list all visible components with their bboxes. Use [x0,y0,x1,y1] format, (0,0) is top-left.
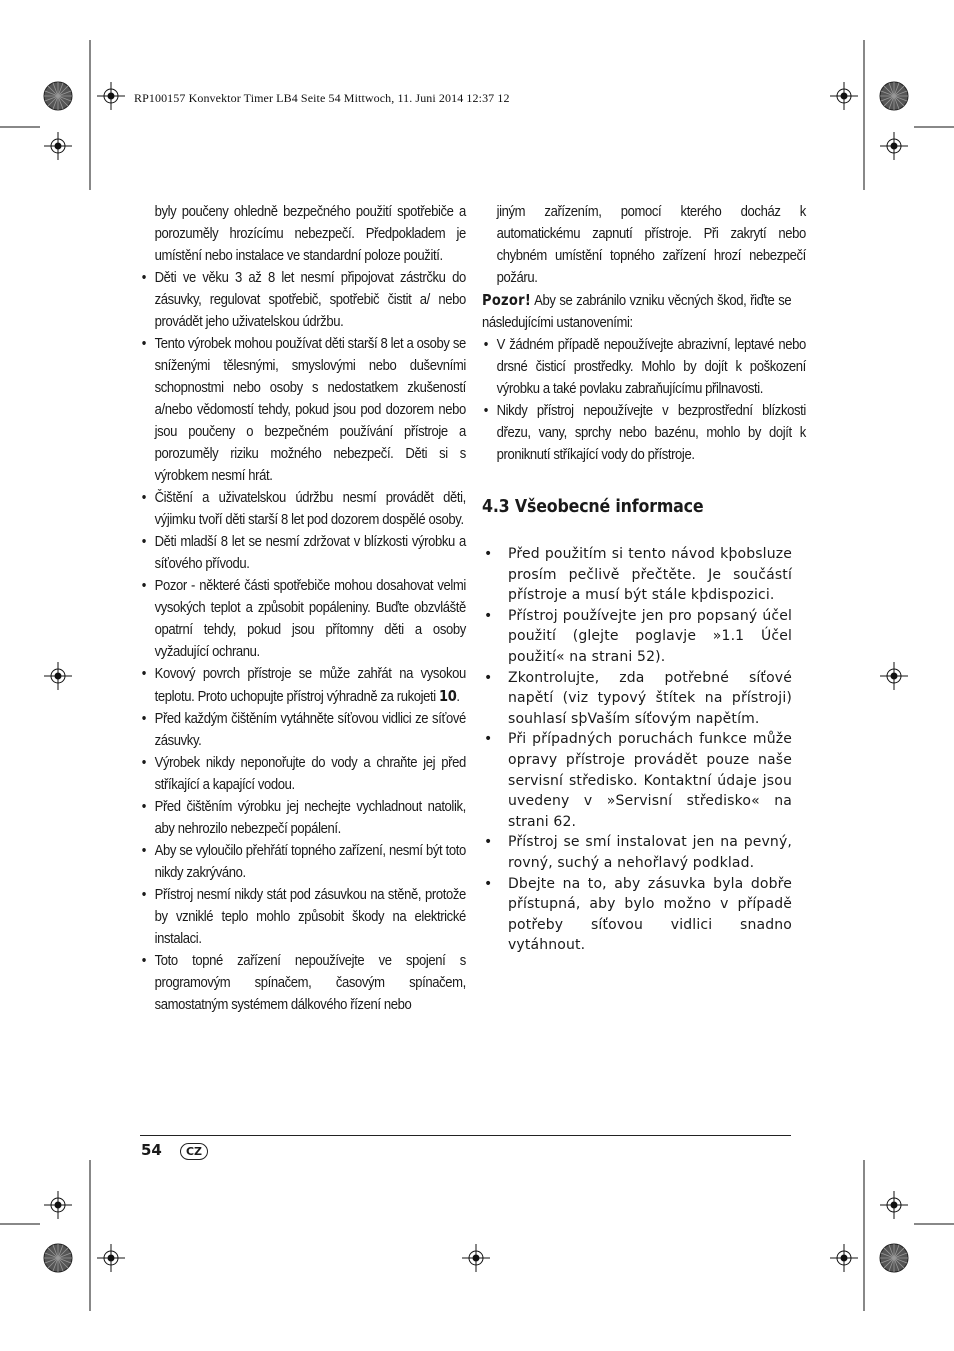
crosshair-icon [830,1244,858,1272]
list-item: • Přístroj se smí instalovat jen na pevný, rovný, suchý a nehořlavý podklad. [482,832,792,873]
crosshair-icon [97,1244,125,1272]
list-item: • Před použitím si tento návod kþobsluze prosím pečlivě přečtěte. Je součástí přístroje a musí být stále kþdispozici. [482,544,792,606]
list-item: • Dbejte na to, aby zásuvka byla dobře přístupná, aby bylo možno v případě potřeby síťovou vidlici snadno vytáhnout. [482,874,792,956]
section-heading: 4.3 Všeobecné informace [482,496,704,517]
caution-bullet-list [482,334,806,466]
crosshair-icon [880,132,908,160]
general-info-section [482,544,792,956]
crosshair-icon [97,82,125,110]
caution-paragraph [482,289,791,334]
caution-label: Pozor! [482,291,532,309]
crosshair-icon [462,1244,490,1272]
crosshair-icon [44,132,72,160]
list-item: • Aby se vyloučilo přehřátí topného zařízení, nesmí být toto nikdy zakrýváno. [140,840,466,884]
handle-reference: 10 [439,687,457,705]
list-item: • V žádném případě nepoužívejte abrazivní, leptavé nebo drsné čisticí prostředky. Mohlo by dojít k poškození výrobku a také povlaku zabraňujícímu přilnavosti. [482,334,806,400]
crosshair-icon [880,1191,908,1219]
color-rosette-icon [44,1244,72,1272]
crosshair-icon [880,662,908,690]
list-item [140,663,466,708]
list-item: • Před každým čištěním vytáhněte síťovou vidlici ze síťové zásuvky. [140,708,466,752]
language-badge: CZ [180,1143,208,1160]
list-item: • Přístroj nesmí nikdy stát pod zásuvkou na stěně, protože by vzniklé teplo mohlo způsobit škody na elektrické instalaci. [140,884,466,950]
list-item: • Pozor - některé části spotřebiče mohou dosahovat velmi vysokých teplot a způsobit popáleniny. Buďte obzvláště opatrní tehdy, pokud jsou přítomny děti a osoby vyžadující ochranu. [140,575,466,663]
list-item: • Čištění a uživatelskou údržbu nesmí provádět děti, výjimku tvoří děti starší 8 let pod dozorem dospělé osoby. [140,487,466,531]
color-rosette-icon [44,82,72,110]
color-rosette-icon [880,82,908,110]
color-rosette-icon [880,1244,908,1272]
crosshair-icon [44,1191,72,1219]
list-item: • Nikdy přístroj nepoužívejte v bezprostřední blízkosti dřezu, vany, sprchy nebo bazénu, mohlo by dojít k proniknutí stříkající vody do přístroje. [482,400,806,466]
info-bullet-list [482,544,792,956]
crosshair-icon [44,662,72,690]
safety-bullet-list [140,267,466,1016]
list-item: • Výrobek nikdy neponořujte do vody a chraňte jej před stříkající a kapající vodou. [140,752,466,796]
continuation-paragraph: jiným zařízením, pomocí kterého docház k automatickému zapnutí přístroje. Při zakrytí nebo chybném umístění topného zařízení hrozí nebezpečí požáru. [496,203,806,286]
list-item: • Při případných poruchách funkce může opravy přístroje provádět pouze naše servisní středisko. Kontaktní údaje jsou uvedeny v »Servisní středisko« na strani 62. [482,729,792,832]
list-item: • Toto topné zařízení nepoužívejte ve spojení s programovým spínačem, časovým spínačem, samostatným systémem dálkového řízení nebo [140,950,466,1016]
list-item: • Tento výrobek mohou používat děti starší 8 let a osoby se sníženými tělesnými, smyslovými nebo duševními schopnostmi nebo osoby s nedostatkem zkušeností a/nebo vědomostí tehdy, pokud jsou pod dozorem nebo jsou poučeny o bezpečném používání přístroje a porozuměly riziku možného nebezpečí. Děti si s výrobkem nesmí hrát. [140,333,466,487]
list-item: • Děti ve věku 3 až 8 let nesmí připojovat zástrčku do zásuvky, regulovat spotřebič, spotřebič čistit a/ nebo provádět jeho uživatelskou údržbu. [140,267,466,333]
intro-paragraph: byly poučeny ohledně bezpečného použití spotřebiče a porozuměly hrozícímu nebezpečí. Předpokladem je umístění nebo instalace ve standardní poloze použití. [154,203,466,264]
right-column [482,201,806,466]
handle-reference-suffix: . [456,688,460,705]
left-column [140,201,466,1016]
list-item: • Přístroj používejte jen pro popsaný účel použití (glejte poglavje »1.1 Účel použití« na strani 52). [482,606,792,668]
crosshair-icon [830,82,858,110]
print-slug: RP100157 Konvektor Timer LB4 Seite 54 Mittwoch, 11. Juni 2014 12:37 12 [134,91,510,105]
footer-divider [140,1135,791,1136]
list-item: • Děti mladší 8 let se nesmí zdržovat v blízkosti výrobku a síťového přívodu. [140,531,466,575]
page-number: 54 [141,1141,162,1159]
list-item: • Před čištěním výrobku jej nechejte vychladnout natolik, aby nehrozilo nebezpečí popálení. [140,796,466,840]
list-item-text: Kovový povrch přístroje se může zahřát na vysokou teplotu. Proto uchopujte přístroj výhradně za rukojeti [154,665,466,705]
caution-text: Aby se zabránilo vzniku věcných škod, řiďte se následujícími ustanoveními: [482,292,792,331]
list-item: • Zkontrolujte, zda potřebné síťové napětí (viz typový štítek na přístroji) souhlasí sþVaším síťovým napětím. [482,668,792,730]
